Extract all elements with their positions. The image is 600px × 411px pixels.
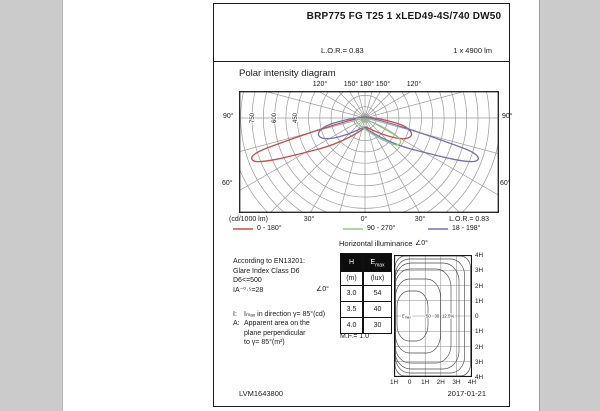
header-divider bbox=[213, 61, 510, 62]
x-axis-label: 1H bbox=[389, 379, 399, 386]
y-axis-label: 3H bbox=[475, 267, 484, 275]
polar-bottom-label-30-left: 30° bbox=[303, 216, 315, 223]
legend-swatch-blue bbox=[428, 226, 448, 232]
y-axis-label: 0 bbox=[475, 313, 479, 320]
legend-label: 0 - 180° bbox=[257, 225, 282, 232]
legend-item-c0-c180 bbox=[233, 225, 282, 232]
glare-tilt-angle: ∠0° bbox=[316, 286, 329, 293]
x-axis-label: 0 bbox=[407, 379, 412, 386]
x-axis-label: 1H bbox=[421, 379, 430, 386]
contour-label-emax: $E_{max}$ bbox=[402, 313, 411, 320]
glare-line: Glare Index Class D6 bbox=[233, 267, 300, 275]
legend-item-c18-c198 bbox=[428, 225, 481, 232]
note-text: plane perpendicular bbox=[244, 329, 306, 337]
maintenance-factor: M.F.= 1.0 bbox=[340, 333, 369, 340]
polar-90-label-left: 90° bbox=[223, 113, 234, 120]
table-cell: 30 bbox=[364, 317, 391, 333]
table-header-h: H bbox=[341, 254, 362, 271]
datasheet-page bbox=[62, 0, 540, 411]
illuminance-tilt-angle: ∠0° bbox=[415, 240, 428, 247]
glare-line: According to EN13201: bbox=[233, 258, 305, 265]
table-unit-m: (m) bbox=[341, 271, 362, 285]
table-cell: 3.0 bbox=[341, 285, 362, 301]
contour-label: 30 bbox=[434, 313, 440, 319]
polar-60-label-left: 60° bbox=[222, 180, 233, 187]
polar-90-label-right: 90° bbox=[502, 113, 513, 120]
note-key: I: bbox=[233, 311, 237, 318]
illuminance-table-col-h bbox=[340, 253, 363, 334]
lor-value: L.O.R.= 0.83 bbox=[321, 46, 364, 55]
illuminance-table-col-emax bbox=[363, 253, 392, 334]
table-cell: 3.5 bbox=[341, 301, 362, 317]
polar-top-label: 120° bbox=[406, 81, 422, 88]
note-key: A: bbox=[233, 320, 240, 328]
table-header-emax: $E_{max}$ bbox=[364, 254, 391, 271]
legend-swatch-green bbox=[343, 226, 363, 232]
y-axis-label: 2H bbox=[475, 343, 484, 351]
polar-unit-label: (cd/1000 lm) bbox=[229, 216, 268, 223]
illuminance-heading: Horizontal illuminance bbox=[339, 239, 413, 248]
polar-bottom-label-0: 0° bbox=[360, 216, 368, 223]
note-text: Iₘₐₓ in direction γ= 85°(cd) bbox=[244, 311, 326, 318]
y-axis-label: 1H bbox=[475, 328, 484, 336]
polar-diagram-heading: Polar intensity diagram bbox=[239, 68, 336, 79]
y-axis-label: 4H bbox=[475, 252, 484, 259]
note-text: Apparent area on the bbox=[244, 320, 310, 328]
legend-swatch-red bbox=[233, 226, 253, 232]
legend-item-c90-c270 bbox=[343, 225, 396, 232]
legend-label: 90 - 270° bbox=[367, 225, 396, 232]
document-code: LVM1643800 bbox=[239, 389, 284, 398]
y-axis-label: 1H bbox=[475, 297, 484, 305]
isolux-contour-chart bbox=[394, 255, 472, 377]
note-i bbox=[233, 310, 325, 319]
polar-grid bbox=[239, 91, 499, 213]
radial-tick-label: 450 bbox=[293, 112, 299, 124]
polar-top-label: 150° bbox=[375, 81, 391, 88]
lamp-flux: 1 x 4900 lm bbox=[453, 46, 492, 55]
document-date: 2017-01-21 bbox=[447, 389, 486, 398]
polar-top-label: 120° bbox=[312, 81, 328, 88]
glare-line: D6<=500 bbox=[233, 277, 262, 284]
radial-tick-label: 600 bbox=[272, 112, 278, 124]
glare-line: IA⁻⁰·⁵=28 bbox=[233, 286, 264, 294]
table-cell: 4.0 bbox=[341, 317, 362, 333]
polar-top-label: 150° bbox=[343, 81, 359, 88]
polar-bottom-label-30-right: 30° bbox=[414, 216, 426, 223]
polar-lor-label: L.O.R.= 0.83 bbox=[449, 216, 489, 223]
product-title: BRP775 FG T25 1 xLED49-4S/740 DW50 bbox=[306, 11, 502, 22]
radial-tick-label: 750 bbox=[250, 112, 256, 124]
polar-60-label-right: 60° bbox=[500, 180, 511, 187]
y-axis-label: 2H bbox=[475, 282, 484, 290]
table-unit-lux: (lux) bbox=[364, 271, 391, 285]
legend-label: 18 - 198° bbox=[452, 225, 481, 232]
table-cell: 54 bbox=[364, 285, 391, 301]
polar-intensity-chart bbox=[239, 91, 499, 213]
note-text: to γ= 85°(m²) bbox=[244, 338, 285, 346]
x-axis-label: 3H bbox=[452, 379, 461, 386]
y-axis-label: 3H bbox=[475, 358, 484, 366]
glare-info-block bbox=[233, 257, 348, 295]
polar-top-label: 180° bbox=[359, 81, 375, 88]
note-a bbox=[233, 319, 325, 328]
definition-notes bbox=[233, 310, 325, 347]
table-cell: 40 bbox=[364, 301, 391, 317]
y-axis-label: 4H bbox=[475, 374, 484, 381]
x-axis-label: 2H bbox=[436, 379, 445, 386]
x-axis-label: 4H bbox=[467, 379, 477, 386]
contour-label: 50 bbox=[426, 313, 431, 319]
contour-label: 12.5% bbox=[442, 313, 455, 319]
